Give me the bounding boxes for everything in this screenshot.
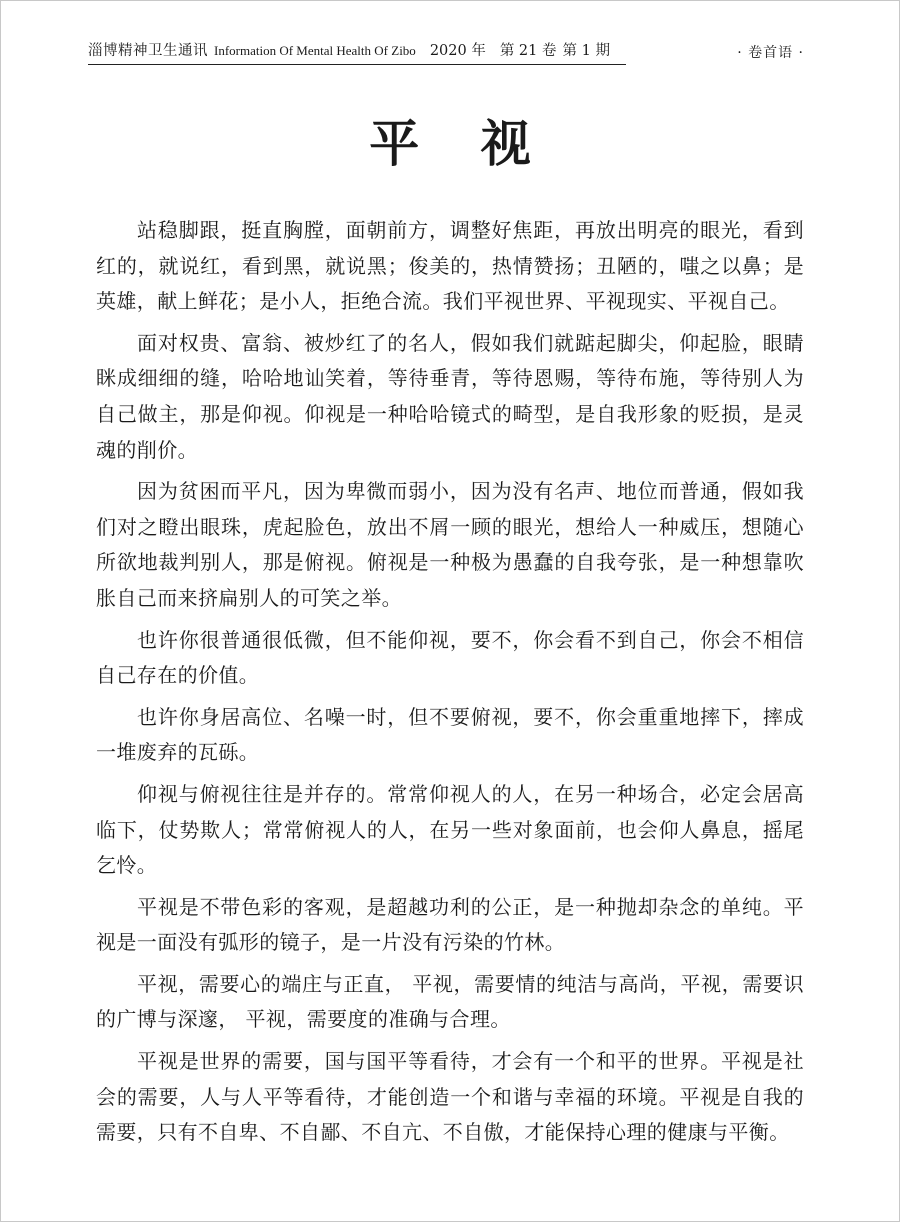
- journal-english-name: Information Of Mental Health Of Zibo: [214, 43, 416, 58]
- paragraph: 仰视与俯视往往是并存的。常常仰视人的人，在另一种场合，必定会居高临下，仗势欺人；常常俯视人的人，在另一些对象面前，也会仰人鼻息，摇尾乞怜。: [96, 781, 804, 878]
- running-header: [88, 40, 626, 65]
- paragraph: 面对权贵、富翁、被炒红了的名人，假如我们就踮起脚尖，仰起脸，眼睛眯成细细的缝，哈哈地讪笑着，等待垂青，等待恩赐，等待布施，等待别人为自己做主，那是仰视。仰视是一种哈哈镜式的畸型，是自我形象的贬损，是灵魂的削价。: [96, 330, 804, 462]
- paragraph: 因为贫困而平凡，因为卑微而弱小，因为没有名声、地位而普通，假如我们对之瞪出眼珠，虎起脸色，放出不屑一顾的眼光，想给人一种威压，想随心所欲地裁判别人，那是俯视。俯视是一种极为愚蠢的自我夸张，是一种想靠吹胀自己而来挤扁别人的可笑之举。: [96, 479, 804, 610]
- paragraph: 也许你很普通很低微，但不能仰视，要不，你会看不到自己，你会不相信自己存在的价值。: [96, 627, 804, 688]
- paragraph: 平视是不带色彩的客观，是超越功利的公正，是一种抛却杂念的单纯。平视是一面没有弧形的镜子，是一片没有污染的竹林。: [96, 894, 804, 955]
- paragraph: 也许你身居高位、名噪一时，但不要俯视，要不，你会重重地摔下，摔成一堆废弃的瓦砾。: [96, 704, 804, 765]
- paragraph: 平视，需要心的端庄与正直， 平视，需要情的纯洁与高尚，平视，需要识的广博与深邃， 平视，需要度的准确与合理。: [96, 971, 804, 1032]
- section-label: · 卷首语 ·: [737, 45, 804, 61]
- paragraph: 平视是世界的需要，国与国平等看待，才会有一个和平的世界。平视是社会的需要，人与人平等看待，才能创造一个和谐与幸福的环境。平视是自我的需要，只有不自卑、不自鄙、不自亢、不自傲，才能保持心理的健康与平衡。: [96, 1049, 804, 1145]
- issue-number: 第 1 期: [562, 43, 610, 59]
- journal-name: 淄博精神卫生通讯: [88, 43, 208, 59]
- article-title: 平 视: [369, 115, 553, 173]
- publication-year: 2020 年: [429, 43, 486, 59]
- volume-number: 第 21 卷: [499, 43, 557, 59]
- paragraph: 站稳脚跟，挺直胸膛，面朝前方，调整好焦距，再放出明亮的眼光，看到红的，就说红，看到黑，就说黑；俊美的，热情赞扬；丑陋的，嗤之以鼻；是英雄，献上鲜花；是小人，拒绝合流。我们平视世界、平视现实、平视自己。: [96, 218, 804, 314]
- article-body: [96, 213, 804, 1157]
